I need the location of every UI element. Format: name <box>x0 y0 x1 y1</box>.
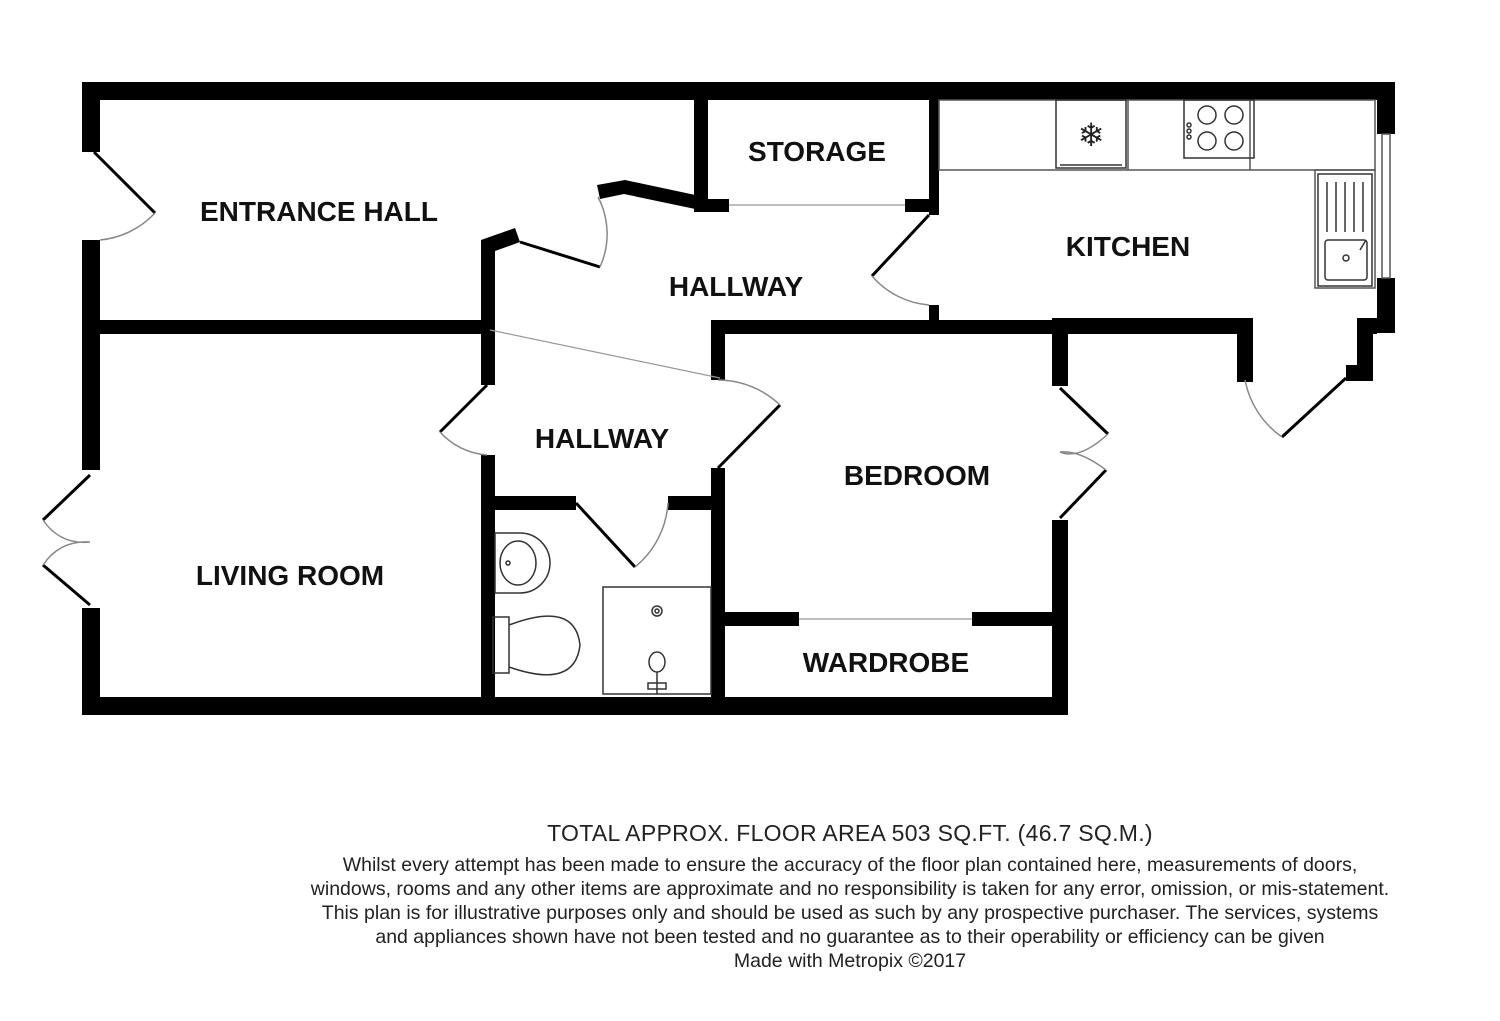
door-kitchen-exit-arc <box>1245 380 1282 437</box>
door-hallway-upper <box>520 242 600 267</box>
wall-bottom <box>82 697 1068 715</box>
room-label-kitchen: KITCHEN <box>1065 231 1191 262</box>
door-bedroom-right-2 <box>1060 470 1106 518</box>
toilet-icon <box>493 616 580 675</box>
door-living-2 <box>43 565 90 605</box>
door-hallway-upper-arc <box>598 197 607 267</box>
kitchen-counter <box>939 100 1375 170</box>
credit-text: Made with Metropix ©2017 <box>733 950 967 972</box>
door-entrance <box>94 152 155 213</box>
room-label-hallway-upper: HALLWAY <box>668 271 804 302</box>
hob-icon <box>1184 100 1254 158</box>
wall-entrance-bottom <box>82 320 492 334</box>
wall-right-2 <box>1377 278 1395 333</box>
wall-bedroom-top <box>711 320 1052 334</box>
wall-wardrobe-top-r <box>972 612 1068 626</box>
door-bathroom <box>576 503 635 567</box>
room-label-living-room: LIVING ROOM <box>195 560 385 591</box>
wall-right-5 <box>1346 365 1373 381</box>
door-living-arc <box>43 520 90 565</box>
wall-left-2 <box>82 240 100 470</box>
door-kitchen-arc <box>872 276 929 305</box>
svg-text:❄: ❄ <box>1077 116 1105 154</box>
door-living-1 <box>43 475 90 520</box>
wall-top <box>82 82 1395 100</box>
wall-angled-2 <box>597 180 700 210</box>
fridge-freezer-icon <box>1056 100 1126 168</box>
wall-hallway-left-1 <box>481 240 495 385</box>
shower-icon <box>603 587 711 694</box>
bathroom-fixtures <box>493 533 711 694</box>
room-label-entrance-hall: ENTRANCE HALL <box>200 196 438 227</box>
door-bedroom-right-1 <box>1060 388 1108 434</box>
room-label-bedroom: BEDROOM <box>843 460 991 491</box>
wall-left-1 <box>82 82 100 152</box>
door-bathroom-arc <box>635 503 668 567</box>
door-bedroom-arc <box>718 380 780 405</box>
door-bedroom-right-arc <box>1060 434 1108 470</box>
door-kitchen <box>872 215 929 276</box>
room-labels <box>196 136 1190 678</box>
door-kitchen-exit <box>1282 378 1346 437</box>
wall-bedroom-right-1 <box>1052 318 1068 386</box>
disclaimer-text: Whilst every attempt has been made to ensure the accuracy of the floor plan contained here, measurements of doors, windows, rooms and any other items are approximate and no responsibility is taken for any error, omission, or mis-statement. This plan is for illustrative purposes only and should be used as such by any prospective purchaser. The services, systems and appliances shown have not been tested and no guarantee as to their operability or efficiency can be given <box>310 854 1390 948</box>
total-floor-area: TOTAL APPROX. FLOOR AREA 503 SQ.FT. (46.7 SQ.M.) <box>547 820 1153 846</box>
wall-kitchen-left-1 <box>929 100 939 215</box>
wall-kitchen-left-2 <box>929 305 939 325</box>
wall-wardrobe-top-l <box>711 612 799 626</box>
wall-bath-top-r <box>668 496 725 510</box>
wall-bath-top-l <box>481 496 576 510</box>
sink-icon <box>1318 174 1372 286</box>
door-living-hall <box>440 385 487 432</box>
door-hallway-diag <box>490 330 720 378</box>
wall-kitchen-bottom <box>1052 318 1252 334</box>
basin-icon <box>495 533 550 593</box>
wall-storage-bottom-r <box>905 199 939 212</box>
window-kitchen <box>1382 134 1390 278</box>
wall-hallway-left-2 <box>481 455 495 715</box>
wall-right-1 <box>1377 82 1395 134</box>
door-entrance-arc <box>100 213 155 240</box>
room-label-wardrobe: WARDROBE <box>802 647 970 678</box>
walls <box>82 82 1395 715</box>
room-label-hallway-lower: HALLWAY <box>534 423 670 454</box>
wall-kitchen-stub <box>1237 318 1253 382</box>
room-label-storage: STORAGE <box>748 136 886 167</box>
door-bedroom <box>718 405 780 468</box>
footer <box>300 820 1400 973</box>
wall-bedroom-left-1 <box>711 320 725 380</box>
door-living-hall-arc <box>440 432 487 455</box>
